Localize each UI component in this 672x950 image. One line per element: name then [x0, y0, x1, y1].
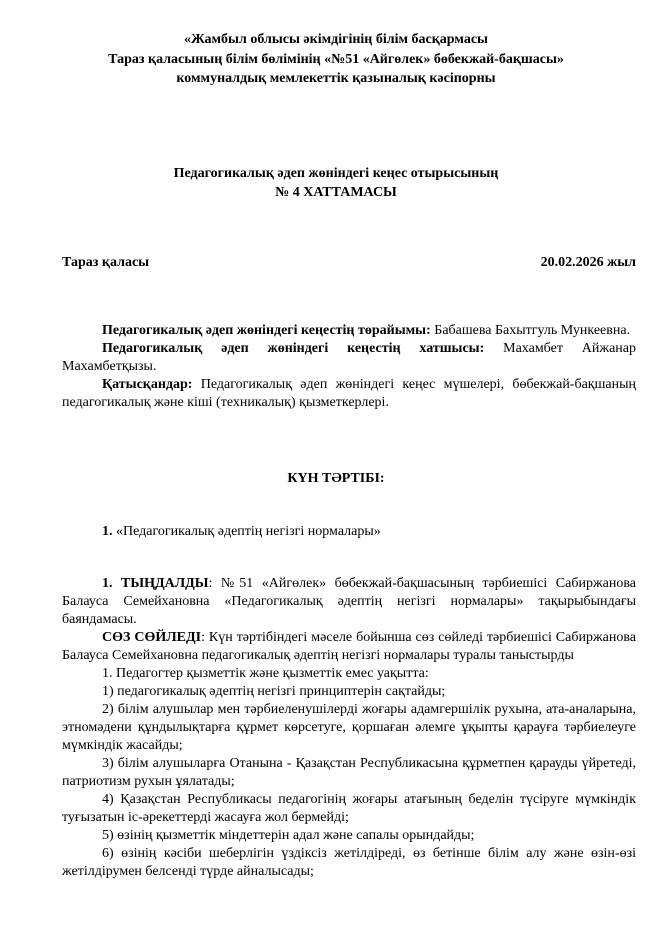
norm-item: 4) Қазақстан Республикасы педагогінің жоғары атағының беделін түсіруге мүмкіндік туғызатын іс-әрекеттерді жасауға жол бермейді; — [62, 792, 636, 825]
spoke-text: : Күн тәртібіндегі мәселе бойынша сөз сөйледі тәрбиешісі Сабиржанова Балауса Семейхановна педагогикалық әдептің негізгі нормалары туралы таныстырды — [62, 630, 636, 663]
chair-paragraph — [62, 322, 636, 340]
norm-item: 6) өзінің кәсіби шеберлігін үздіксіз жетілдіреді, өз бетінше білім алу және өзін-өзі жетілдірумен белсенді түрде айналысады; — [62, 846, 636, 879]
listened-paragraph — [62, 575, 636, 629]
document-title-line-2: № 4 ХАТТАМАСЫ — [275, 185, 397, 200]
secretary-name: Махамбет Айжанар Махамбетқызы. — [62, 341, 636, 374]
agenda-heading: КҮН ТӘРТІБІ: — [287, 471, 385, 486]
date: 20.02.2026 жыл — [540, 255, 636, 270]
spoke-label: СӨЗ СӨЙЛЕДІ — [102, 630, 202, 645]
listened-label: 1. ТЫҢДАЛДЫ — [102, 576, 209, 591]
spoke-paragraph — [62, 629, 636, 665]
header-line-1: «Жамбыл облысы әкімдігінің білім басқармасы — [184, 32, 488, 47]
agenda-item-text: «Педагогикалық әдептің негізгі нормалары» — [112, 524, 381, 539]
norm-item: 2) білім алушылар мен тәрбиеленушілерді жоғары адамгершілік рухына, ата-аналарына, этномәдени құндылықтарға құрмет көрсетуге, қоршаған әлемге ұқыпты қарауға тәрбиелеуге мүмкіндік жасайды; — [62, 702, 636, 753]
norm-item: 5) өзінің қызметтік міндеттерін адал және сапалы орындайды; — [102, 828, 475, 843]
city: Тараз қаласы — [62, 255, 150, 270]
header-line-2: Тараз қаласының білім бөлімінің «№51 «Айгөлек» бөбекжай-бақшасы» — [108, 52, 564, 67]
norm-item: 1) педагогикалық әдептің негізгі принциптерін сақтайды; — [102, 684, 446, 699]
place-date-row — [62, 253, 636, 272]
chair-name: Бабашева Бахытгуль Мункеевна. — [430, 323, 631, 338]
norm-item: 3) білім алушыларға Отанына - Қазақстан Республикасына құрметпен қарауды үйретеді, патриотизм рухын ұялатады; — [62, 756, 636, 789]
listened-text: : №51 «Айгөлек» бөбекжай-бақшасының тәрбиешісі Сабиржанова Балауса Семейхановна «Педагогикалық әдептің негізгі нормалары» тақырыбындағы баяндамасы. — [62, 576, 636, 627]
document-title-line-1: Педагогикалық әдеп жөніндегі кеңес отырысының — [173, 166, 499, 181]
norm-item: 1. Педагогтер қызметтік және қызметтік емес уақытта: — [102, 666, 429, 681]
attendees-label: Қатысқандар: — [102, 377, 193, 392]
agenda-item — [102, 522, 381, 541]
secretary-paragraph — [62, 340, 636, 376]
agenda-item-number: 1. — [102, 524, 113, 539]
header-line-3: коммуналдық мемлекеттік қазыналық кәсіпорны — [176, 71, 496, 86]
attendees-text: Педагогикалық әдеп жөніндегі кеңес мүшелері, бөбекжай-бақшаның педагогикалық және кіші (техникалық) қызметкерлері. — [62, 377, 636, 410]
section-1 — [62, 575, 636, 881]
secretary-label: Педагогикалық әдеп жөніндегі кеңестің хатшысы: — [102, 341, 485, 356]
chair-label: Педагогикалық әдеп жөніндегі кеңестің төрайымы: — [102, 323, 431, 338]
attendees-paragraph — [62, 376, 636, 412]
participants-block — [62, 322, 636, 412]
